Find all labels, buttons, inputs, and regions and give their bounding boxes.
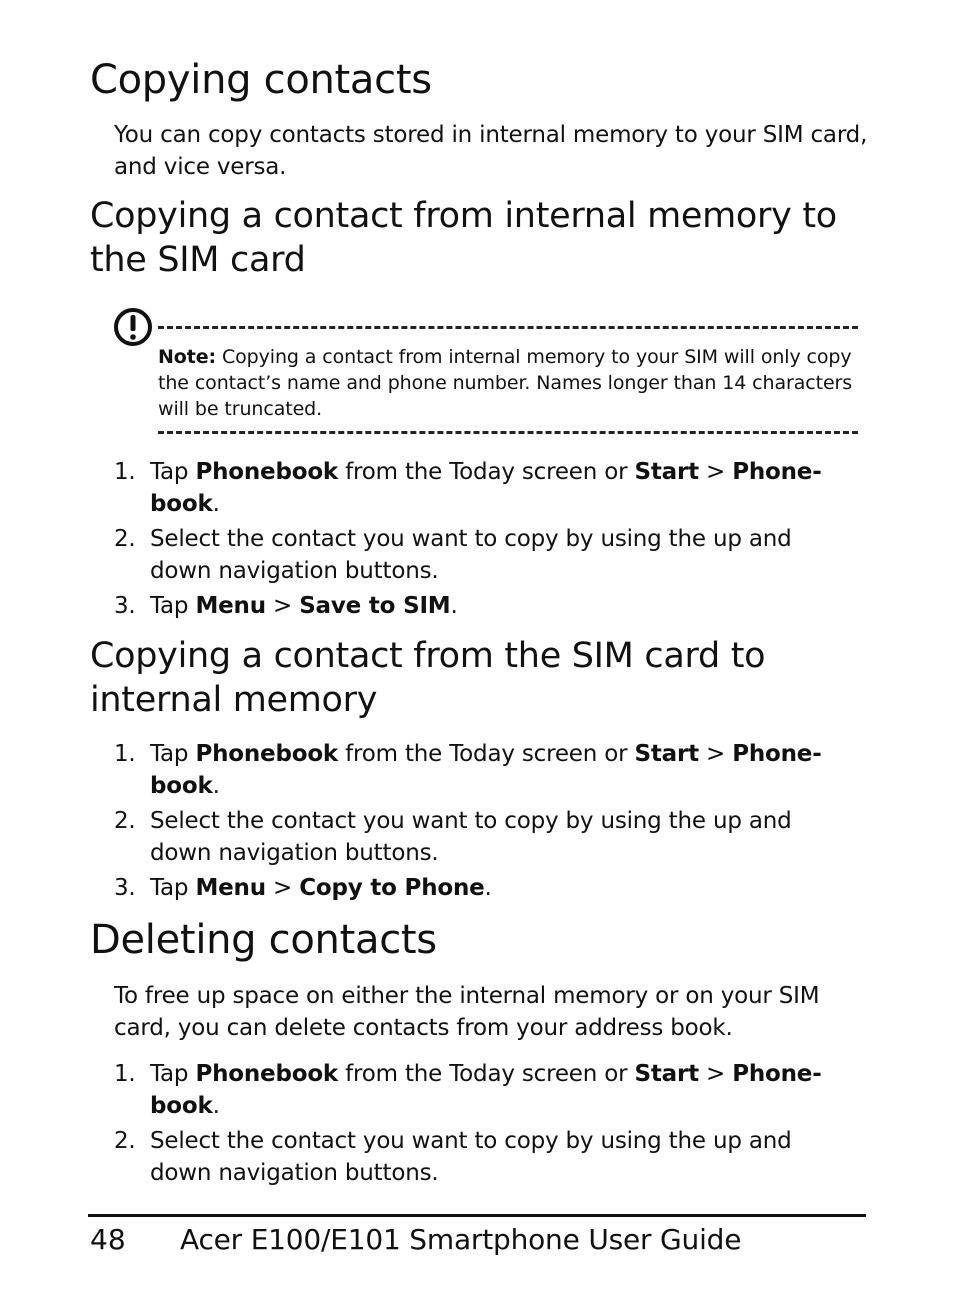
- ui-term-phonebook: Phonebook: [195, 741, 339, 767]
- ui-term-phonebook: Phonebook: [195, 1061, 339, 1087]
- step-text: Select the contact you want to copy by using the up and down navigation buttons.: [150, 1128, 792, 1186]
- step-text: >: [698, 459, 733, 485]
- step-text: Tap: [150, 459, 196, 485]
- ui-term-menu: Menu: [195, 875, 266, 901]
- footer-title: Acer E100/E101 Smartphone User Guide: [180, 1223, 742, 1256]
- note-label: Note:: [158, 346, 217, 368]
- step-number: 2.: [114, 808, 136, 834]
- step-text: >: [698, 1061, 733, 1087]
- section-heading-copying-contacts: Copying contacts: [90, 57, 432, 103]
- step-number: 3.: [114, 875, 136, 901]
- subsection-heading-internal-to-sim: Copying a contact from internal memory to the SIM card: [90, 196, 837, 280]
- deleting-contacts-intro: To free up space on either the internal memory or on your SIM card, you can delete contacts from your address book.: [114, 983, 820, 1041]
- footer-divider: [88, 1214, 866, 1217]
- steps-list-deleting: [114, 1058, 854, 1192]
- step-text: .: [450, 593, 458, 619]
- note-bottom-divider: [158, 431, 858, 434]
- list-item: [114, 872, 854, 904]
- note-top-divider: [158, 326, 858, 329]
- step-text: .: [212, 1093, 220, 1119]
- step-text: >: [265, 593, 300, 619]
- steps-list-sim-to-internal: [114, 738, 854, 907]
- step-number: 2.: [114, 1128, 136, 1154]
- list-item: [114, 590, 854, 622]
- list-item: [114, 1125, 854, 1189]
- step-text: .: [212, 773, 220, 799]
- list-item: [114, 456, 854, 520]
- copying-contacts-intro: You can copy contacts stored in internal memory to your SIM card, and vice versa.: [114, 122, 868, 180]
- list-item: [114, 523, 854, 587]
- step-text: .: [212, 491, 220, 517]
- step-text: Select the contact you want to copy by using the up and down navigation buttons.: [150, 526, 792, 584]
- page-number: 48: [90, 1223, 126, 1256]
- list-item: [114, 805, 854, 869]
- step-text: from the Today screen or: [338, 459, 635, 485]
- step-text: Tap: [150, 875, 196, 901]
- subsection-heading-sim-to-internal: Copying a contact from the SIM card to internal memory: [90, 636, 766, 720]
- step-number: 1.: [114, 1061, 136, 1087]
- ui-term-copy-to-phone: Copy to Phone: [299, 875, 485, 901]
- steps-list-internal-to-sim: [114, 456, 854, 625]
- step-number: 1.: [114, 459, 136, 485]
- ui-term-phonebook: Phone-book: [150, 459, 822, 517]
- step-number: 2.: [114, 526, 136, 552]
- exclamation-circle-icon: [113, 307, 153, 347]
- ui-term-menu: Menu: [195, 593, 266, 619]
- list-item: [114, 1058, 854, 1122]
- step-text: .: [484, 875, 492, 901]
- ui-term-start: Start: [634, 459, 699, 485]
- step-text: Tap: [150, 741, 196, 767]
- ui-term-save-to-sim: Save to SIM: [299, 593, 451, 619]
- ui-term-phonebook: Phone-book: [150, 1061, 822, 1119]
- section-heading-deleting-contacts: Deleting contacts: [90, 917, 437, 963]
- step-text: Tap: [150, 593, 196, 619]
- note-body: Copying a contact from internal memory to your SIM will only copy the contact’s name and phone number. Names longer than 14 characters will be truncated.: [158, 346, 853, 420]
- note-text: [158, 344, 863, 422]
- list-item: [114, 738, 854, 802]
- step-text: Select the contact you want to copy by using the up and down navigation buttons.: [150, 808, 792, 866]
- step-text: from the Today screen or: [338, 1061, 635, 1087]
- step-text: >: [265, 875, 300, 901]
- ui-term-start: Start: [634, 1061, 699, 1087]
- step-text: >: [698, 741, 733, 767]
- step-number: 1.: [114, 741, 136, 767]
- ui-term-phonebook: Phone-book: [150, 741, 822, 799]
- ui-term-phonebook: Phonebook: [195, 459, 339, 485]
- step-text: Tap: [150, 1061, 196, 1087]
- step-number: 3.: [114, 593, 136, 619]
- ui-term-start: Start: [634, 741, 699, 767]
- step-text: from the Today screen or: [338, 741, 635, 767]
